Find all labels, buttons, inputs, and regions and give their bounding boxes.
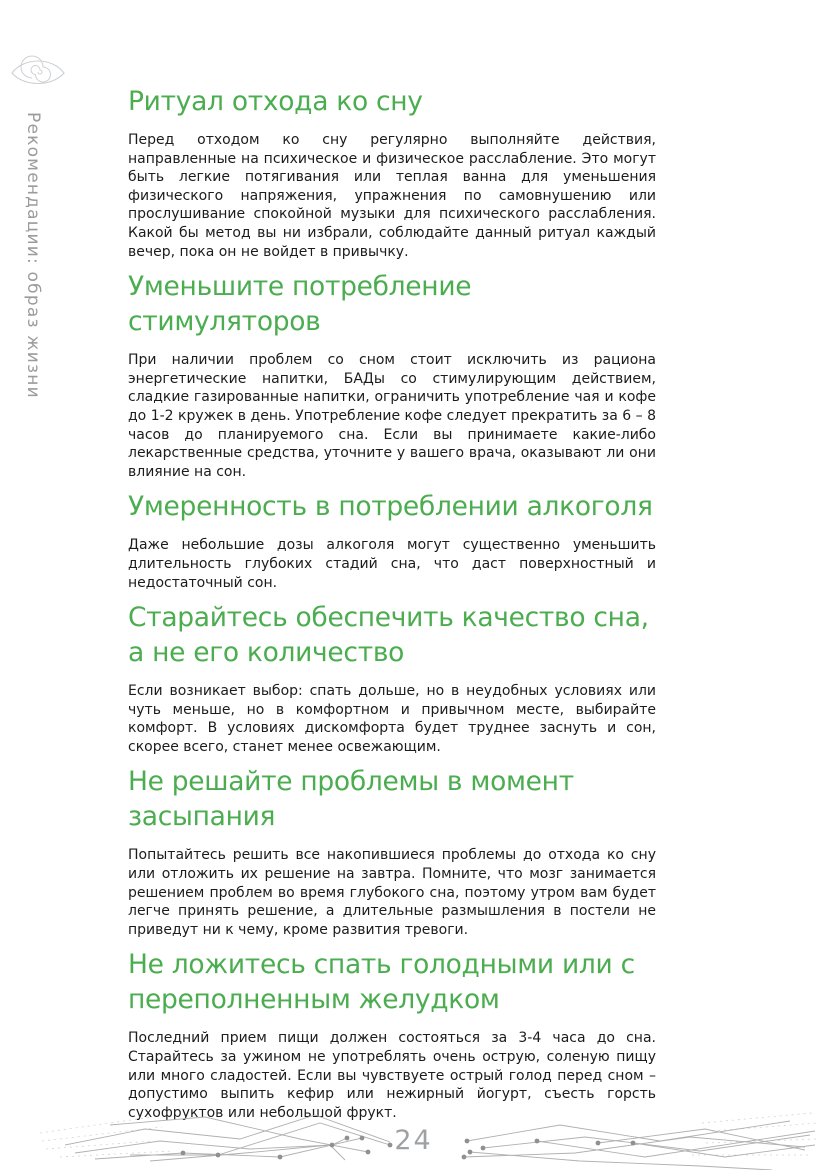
section-heading — [128, 269, 656, 339]
heading-line: Не ложитесь спать голодными или с — [128, 949, 635, 981]
section-body: Даже небольшие дозы алкоголя могут существенно уменьшить длительность глубоких стадий сна, что даст поверхностный и недостаточный сон. — [128, 537, 656, 591]
section-heading — [128, 600, 656, 670]
section-heading — [128, 489, 656, 524]
heading-line: засыпания — [128, 801, 276, 833]
heading-line: Уменьшите потребление — [128, 271, 472, 303]
eye-icon — [11, 49, 65, 95]
heading-line: переполненным желудком — [128, 984, 500, 1016]
page-number: 24 — [394, 1125, 433, 1156]
content-column — [128, 84, 656, 1130]
section-sleep-ritual — [128, 84, 656, 261]
section-reduce-stimulants — [128, 269, 656, 481]
heading-line: Не решайте проблемы в момент — [128, 766, 574, 798]
section-body: Если возникает выбор: спать дольше, но в неудобных условиях или чуть меньше, но в комфортном и привычном месте, выбирайте комфорт. В условиях дискомфорта будет труднее заснуть и сон, скорее всего, станет менее освежающим. — [128, 683, 656, 755]
section-alcohol-moderation — [128, 489, 656, 592]
heading-line: Умеренность в потреблении алкоголя — [128, 491, 653, 523]
section-heading — [128, 764, 656, 834]
heading-line: Старайтесь обеспечить качество сна, — [128, 602, 649, 634]
section-body: Перед отходом ко сну регулярно выполняйте действия, направленные на психическое и физическое расслабление. Это могут быть легкие потягивания или теплая ванна для уменьшения физического напряжения, упражнения по самовнушению или прослушивание спокойной музыки для психического расслабления. Какой бы метод вы ни избрали, соблюдайте данный ритуал каждый вечер, пока он не войдет в привычку. — [128, 132, 656, 260]
heading-line: Ритуал отхода ко сну — [128, 86, 423, 117]
section-heading — [128, 947, 656, 1017]
section-body: При наличии проблем со сном стоит исключить из рациона энергетические напитки, БАДы со стимулирующим действием, сладкие газированные напитки, ограничить употребление чая и кофе до 1-2 кружек в день. Употребление кофе следует прекратить за 6 – 8 часов до планируемого сна. Если вы принимаете какие-либо лекарственные средства, уточните у вашего врача, оказывают ли они влияние на сон. — [128, 352, 656, 480]
section-body: Попытайтесь решить все накопившиеся проблемы до отхода ко сну или отложить их решение на завтра. Помните, что мозг занимается решением проблем во время глубокого сна, поэтому утром вам будет легче принять решение, а длительные размышления в постели не приведут ни к чему, кроме развития тревоги. — [128, 847, 656, 938]
section-no-problem-solving — [128, 764, 656, 939]
section-body: Последний прием пищи должен состояться за 3-4 часа до сна. Старайтесь за ужином не употреблять очень острую, соленую пищу или много сладостей. Если вы чувствуете острый голод перед сном – допустимо выпить кефир или нежирный йогурт, съесть горсть сухофруктов или небольшой фрукт. — [128, 1030, 656, 1121]
heading-line: а не его количество — [128, 637, 405, 669]
sidebar-chapter-label: Рекомендации: образ жизни — [23, 112, 43, 399]
section-heading — [128, 84, 656, 119]
section-sleep-quality — [128, 600, 656, 756]
heading-line: стимуляторов — [128, 306, 321, 338]
